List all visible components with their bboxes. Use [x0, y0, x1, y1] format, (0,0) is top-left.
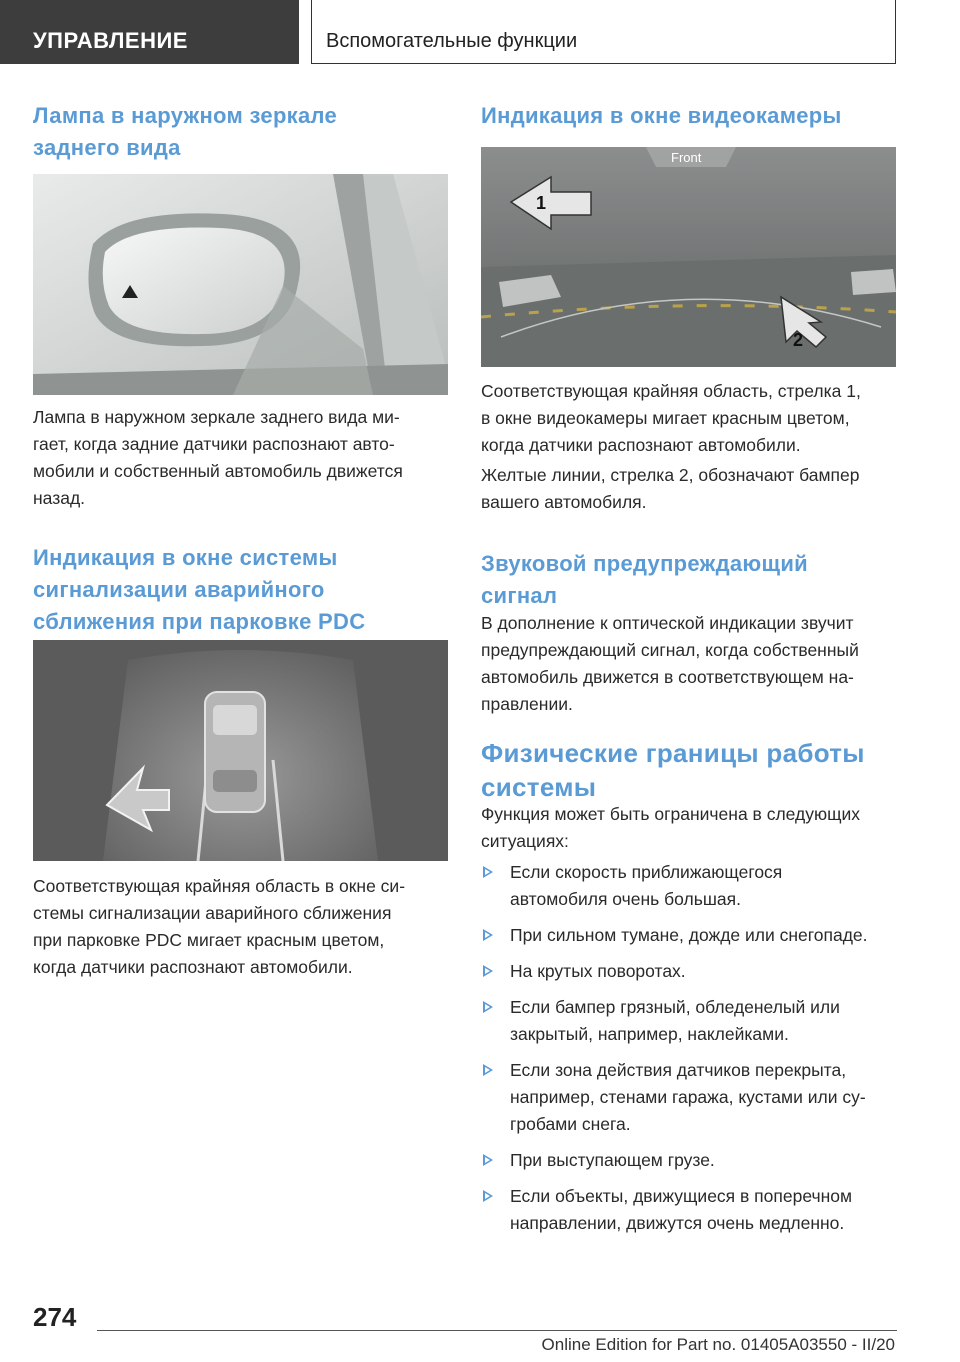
text-line: стемы сигнализации аварийного сближения: [33, 903, 392, 923]
chapter-title: Вспомогательные функции: [326, 30, 578, 52]
list-item: [481, 958, 901, 985]
text-line: направлении, движутся очень медленно.: [510, 1213, 845, 1233]
bullet-triangle-icon: [483, 1064, 493, 1076]
bullet-triangle-icon: [483, 866, 493, 878]
text-line: когда датчики распознают автомобили.: [33, 957, 353, 977]
paragraph-pdc: [33, 873, 453, 981]
camera-front-label: Front: [671, 150, 702, 165]
heading-line: Индикация в окне видеокамеры: [481, 103, 842, 128]
heading-camera: [481, 100, 901, 132]
section-tab: [0, 0, 299, 64]
text-line: Лампа в наружном зеркале заднего вида ми-: [33, 407, 400, 427]
pdc-image: [33, 640, 448, 861]
mirror-image: [33, 174, 448, 395]
bullet-triangle-icon: [483, 1001, 493, 1013]
text-line: На крутых поворотах.: [510, 961, 686, 981]
text-line: гробами снега.: [510, 1114, 631, 1134]
list-item: [481, 1057, 901, 1138]
footer-divider: [97, 1330, 897, 1331]
list-item: [481, 1147, 901, 1174]
text-line: правлении.: [481, 694, 573, 714]
list-item: [481, 859, 901, 913]
chapter-box: [311, 0, 896, 64]
text-line: назад.: [33, 488, 86, 508]
text-line: Желтые линии, стрелка 2, обозначают бампер: [481, 465, 860, 485]
heading-limits: [481, 736, 901, 804]
list-item: [481, 994, 901, 1048]
heading-mirror-lamp: [33, 100, 453, 164]
text-line: закрытый, например, наклейками.: [510, 1024, 789, 1044]
paragraph-camera-2: [481, 462, 901, 516]
page-number: 274: [33, 1302, 77, 1332]
paragraph-mirror-lamp: [33, 404, 453, 512]
text-line: автомобиля очень большая.: [510, 889, 741, 909]
text-line: В дополнение к оптической индикации звучит: [481, 613, 854, 633]
camera-image: [481, 147, 896, 367]
camera-arrow-1-label: 1: [536, 193, 547, 213]
text-line: ситуациях:: [481, 831, 569, 851]
heading-line: Лампа в наружном зеркале: [33, 103, 338, 128]
camera-arrow-2-label: 2: [793, 330, 804, 350]
paragraph-acoustic: [481, 610, 901, 718]
heading-line: Индикация в окне системы: [33, 545, 338, 570]
text-line: При сильном тумане, дожде или снегопаде.: [510, 925, 868, 945]
heading-line: заднего вида: [33, 135, 181, 160]
text-line: автомобиль движется в соответствующем на-: [481, 667, 854, 687]
heading-line: сближения при парковке PDC: [33, 609, 366, 634]
section-title: УПРАВЛЕНИЕ: [33, 28, 188, 53]
text-line: При выступающем грузе.: [510, 1150, 715, 1170]
text-line: гает, когда задние датчики распознают авто-: [33, 434, 395, 454]
text-line: вашего автомобиля.: [481, 492, 647, 512]
bullet-triangle-icon: [483, 1154, 493, 1166]
text-line: мобили и собственный автомобиль движется: [33, 461, 403, 481]
heading-line: Физические границы работы: [481, 738, 865, 768]
list-item: [481, 922, 901, 949]
text-line: в окне видеокамеры мигает красным цветом,: [481, 408, 850, 428]
bullet-triangle-icon: [483, 1190, 493, 1202]
heading-line: Звуковой предупреждающий: [481, 551, 808, 576]
heading-pdc: [33, 542, 453, 638]
text-line: когда датчики распознают автомобили.: [481, 435, 801, 455]
heading-line: системы: [481, 772, 597, 802]
heading-acoustic: [481, 548, 901, 612]
text-line: например, стенами гаража, кустами или су-: [510, 1087, 866, 1107]
limits-list: [481, 859, 901, 1237]
text-line: при парковке PDC мигает красным цветом,: [33, 930, 385, 950]
text-line: Функция может быть ограничена в следующих: [481, 804, 861, 824]
mirror-illustration: [33, 174, 448, 395]
camera-illustration: [481, 147, 896, 367]
bullet-triangle-icon: [483, 929, 493, 941]
text-line: Соответствующая крайняя область, стрелка 1,: [481, 381, 861, 401]
pdc-illustration: [33, 640, 448, 861]
text-line: предупреждающий сигнал, когда собственный: [481, 640, 859, 660]
text-line: Если объекты, движущиеся в поперечном: [510, 1186, 853, 1206]
heading-line: сигнал: [481, 583, 558, 608]
heading-line: сигнализации аварийного: [33, 577, 325, 602]
text-line: Если бампер грязный, обледенелый или: [510, 997, 840, 1017]
bullet-triangle-icon: [483, 965, 493, 977]
paragraph-camera-1: [481, 378, 901, 459]
list-item: [481, 1183, 901, 1237]
text-line: Если зона действия датчиков перекрыта,: [510, 1060, 847, 1080]
text-line: Если скорость приближающегося: [510, 862, 783, 882]
footer-edition: Online Edition for Part no. 01405A03550 - II/20: [541, 1335, 895, 1354]
paragraph-limits: [481, 801, 901, 855]
text-line: Соответствующая крайняя область в окне си-: [33, 876, 406, 896]
